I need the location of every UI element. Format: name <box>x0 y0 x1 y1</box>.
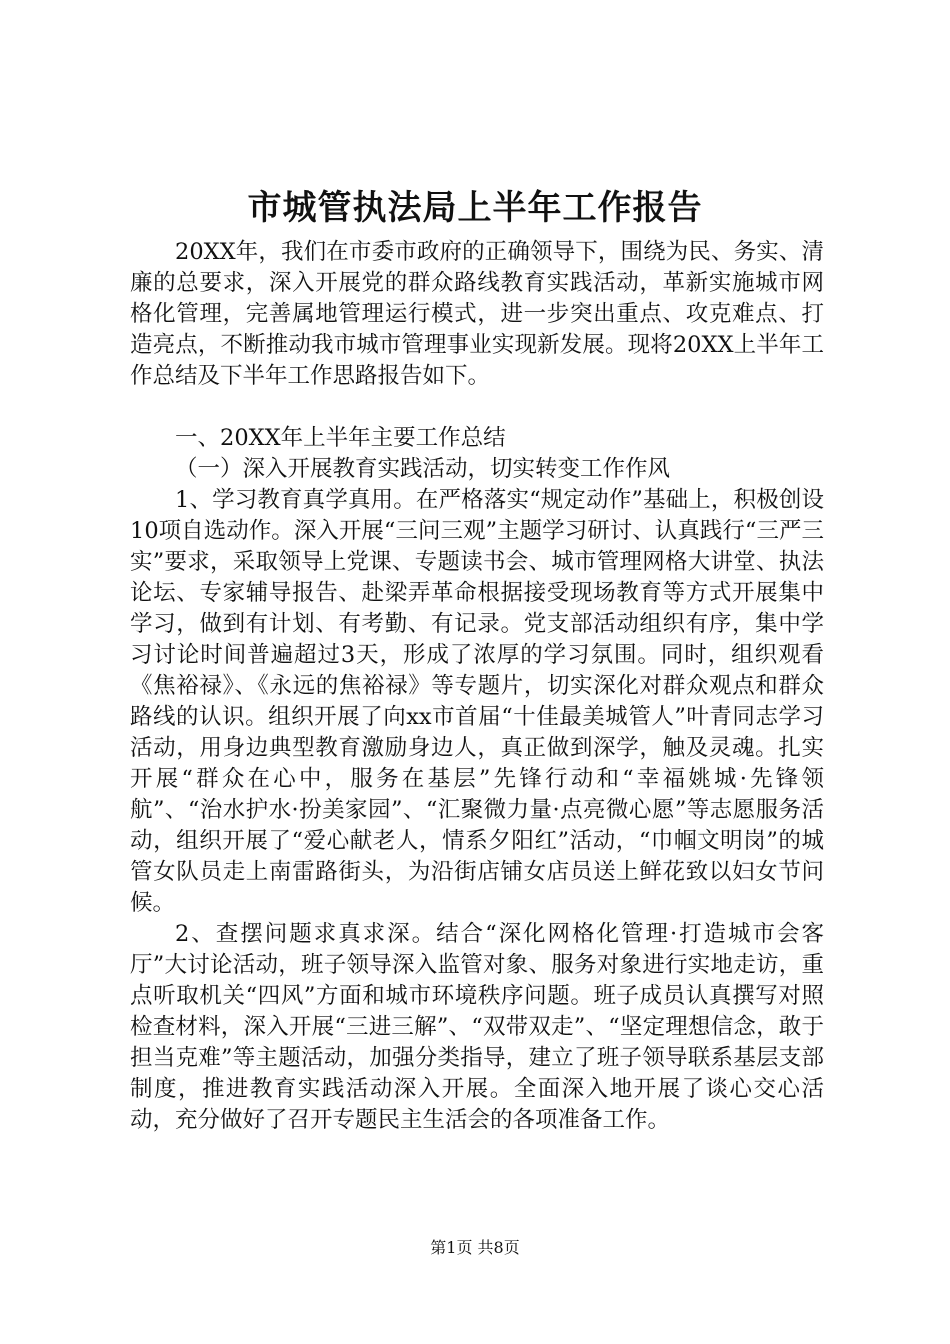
subsection-heading: （一）深入开展教育实践活动，切实转变工作作风 <box>175 456 671 482</box>
item-paragraph-1: 1、学习教育真学真用。在严格落实“规定动作”基础上，积极创设10项自选动作。深入开展“三问三观”主题学习研讨、认真践行“三严三实”要求，采取领导上党课、专题读书会、城市管理网格大讲堂、执法论坛、专家辅导报告、赴梁弄革命根据接受现场教育等方式开展集中学习，做到有计划、有考勤、有记录。党支部活动组织有序，集中学习讨论时间普遍超过3天，形成了浓厚的学习氛围。同时，组织观看《焦裕禄》、《永远的焦裕禄》等专题片，切实深化对群众观点和群众路线的认识。组织开展了向xx市首届“十佳最美城管人”叶青同志学习活动，用身边典型教育激励身边人，真正做到深学，触及灵魂。扎实开展“群众在心中，服务在基层”先锋行动和“幸福姚城·先锋领航”、“治水护水·扮美家园”、“汇聚微力量·点亮微心愿”等志愿服务活动，组织开展了“爱心献老人，情系夕阳红”活动，“巾帼文明岗”的城管女队员走上南雷路街头，为沿街店铺女店员送上鲜花致以妇女节问候。 <box>130 487 824 916</box>
section-heading: 一、20XX年上半年主要工作总结 <box>175 425 506 451</box>
item-paragraph-2: 2、查摆问题求真求深。结合“深化网格化管理·打造城市会客厅”大讨论活动，班子领导深入监管对象、服务对象进行实地走访，重点听取机关“四风”方面和城市环境秩序问题。班子成员认真撰写对照检查材料，深入开展“三进三解”、“双带双走”、“坚定理想信念，敢于担当克难”等主题活动，加强分类指导，建立了班子领导联系基层支部制度，推进教育实践活动深入开展。全面深入地开展了谈心交心活动，充分做好了召开专题民主生活会的各项准备工作。 <box>130 921 824 1133</box>
page-number-footer: 第1页 共8页 <box>430 1238 520 1257</box>
document-title: 市城管执法局上半年工作报告 <box>247 188 703 228</box>
intro-paragraph: 20XX年，我们在市委市政府的正确领导下，围绕为民、务实、清廉的总要求，深入开展党的群众路线教育实践活动，革新实施城市网格化管理，完善属地管理运行模式，进一步突出重点、攻克难点、打造亮点，不断推动我市城市管理事业实现新发展。现将20XX上半年工作总结及下半年工作思路报告如下。 <box>130 239 824 389</box>
document-body <box>130 237 824 1136</box>
